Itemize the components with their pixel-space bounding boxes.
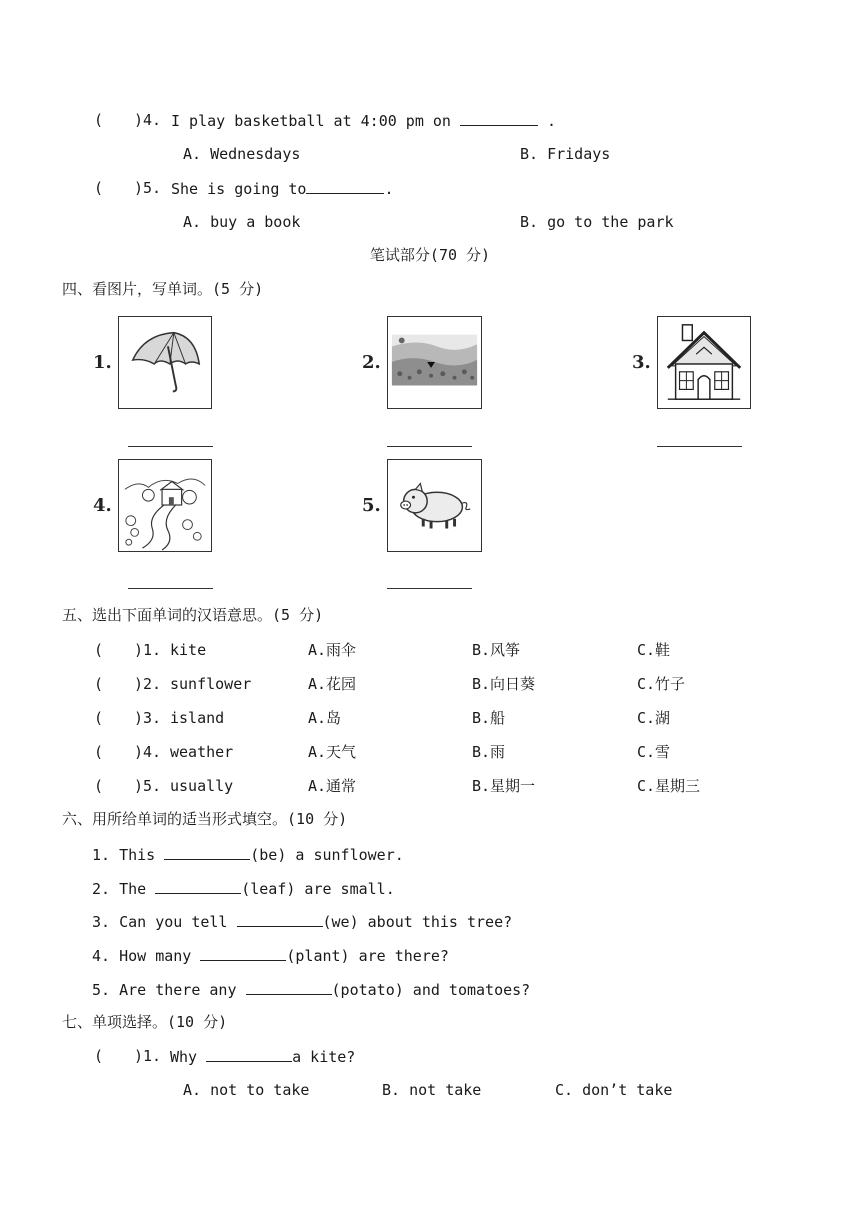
village-road-icon [118, 459, 212, 552]
option-b: B.星期一 [472, 777, 536, 795]
answer-paren-open: ( [94, 179, 104, 197]
option-a: A. buy a book [183, 213, 301, 231]
answer-paren-open: ( [94, 709, 104, 727]
answer-paren-open: ( [94, 675, 104, 693]
fill-blank-sentence: 3. Can you tell (we) about this tree? [92, 913, 513, 931]
vocab-word: usually [170, 777, 234, 795]
option-c: C.竹子 [637, 675, 686, 693]
option-c: C.湖 [637, 709, 671, 727]
fill-blank-sentence: 5. Are there any (potato) and tomatoes? [92, 981, 531, 999]
fill-blank-sentence: 4. How many (plant) are there? [92, 947, 449, 965]
option-a: A. Wednesdays [183, 145, 301, 163]
answer-blank[interactable] [246, 979, 332, 995]
house-icon [657, 316, 751, 409]
vocab-word: island [170, 709, 225, 727]
question-number: )4. [134, 743, 162, 761]
answer-line[interactable] [657, 446, 742, 447]
question-number: )3. [134, 709, 162, 727]
question-stem: Why a kite? [170, 1048, 356, 1066]
option-a: A.雨伞 [308, 641, 357, 659]
option-b: B.雨 [472, 743, 506, 761]
picture-number: 3. [632, 352, 651, 373]
answer-line[interactable] [387, 446, 472, 447]
option-b: B.风筝 [472, 641, 521, 659]
picture-number: 2. [362, 352, 381, 373]
section-title: 笔试部分(70 分) [369, 246, 491, 264]
section-heading: 六、用所给单词的适当形式填空。(10 分) [62, 810, 348, 828]
field-icon [387, 316, 482, 409]
answer-line[interactable] [128, 588, 213, 589]
section-heading: 五、选出下面单词的汉语意思。(5 分) [62, 606, 324, 624]
question-stem: She is going to . [171, 180, 394, 198]
option-a: A. not to take [183, 1081, 310, 1099]
option-b: B.船 [472, 709, 506, 727]
answer-blank[interactable] [460, 110, 538, 126]
answer-blank[interactable] [206, 1046, 292, 1062]
fill-blank-sentence: 1. This (be) a sunflower. [92, 846, 404, 864]
answer-blank[interactable] [164, 844, 250, 860]
answer-paren-open: ( [94, 641, 104, 659]
answer-paren-open: ( [94, 1047, 104, 1065]
picture-number: 5. [362, 495, 381, 516]
answer-blank[interactable] [200, 945, 286, 961]
option-a: A.岛 [308, 709, 342, 727]
question-number: )5. [134, 179, 162, 197]
vocab-word: weather [170, 743, 234, 761]
option-b: B. not take [382, 1081, 482, 1099]
answer-paren-open: ( [94, 111, 104, 129]
pig-icon [387, 459, 482, 552]
answer-paren-open: ( [94, 743, 104, 761]
vocab-word: kite [170, 641, 207, 659]
question-number: )1. [134, 641, 162, 659]
answer-line[interactable] [128, 446, 213, 447]
fill-blank-sentence: 2. The (leaf) are small. [92, 880, 395, 898]
question-number: )2. [134, 675, 162, 693]
option-b: B. Fridays [520, 145, 611, 163]
option-b: B.向日葵 [472, 675, 536, 693]
option-b: B. go to the park [520, 213, 674, 231]
answer-blank[interactable] [155, 878, 241, 894]
option-a: A.天气 [308, 743, 357, 761]
answer-line[interactable] [387, 588, 472, 589]
picture-number: 1. [93, 352, 112, 373]
picture-number: 4. [93, 495, 112, 516]
answer-paren-open: ( [94, 777, 104, 795]
answer-blank[interactable] [306, 178, 384, 194]
question-stem: I play basketball at 4:00 pm on . [171, 112, 557, 130]
question-number: )1. [134, 1047, 162, 1065]
section-heading: 七、单项选择。(10 分) [62, 1013, 228, 1031]
vocab-word: sunflower [170, 675, 252, 693]
answer-blank[interactable] [237, 911, 323, 927]
section-heading: 四、看图片，写单词。(5 分) [62, 280, 264, 298]
option-c: C.星期三 [637, 777, 701, 795]
question-number: )4. [134, 111, 162, 129]
option-c: C.鞋 [637, 641, 671, 659]
option-c: C.雪 [637, 743, 671, 761]
option-c: C. don’t take [555, 1081, 673, 1099]
option-a: A.通常 [308, 777, 357, 795]
question-number: )5. [134, 777, 162, 795]
option-a: A.花园 [308, 675, 357, 693]
umbrella-icon [118, 316, 212, 409]
